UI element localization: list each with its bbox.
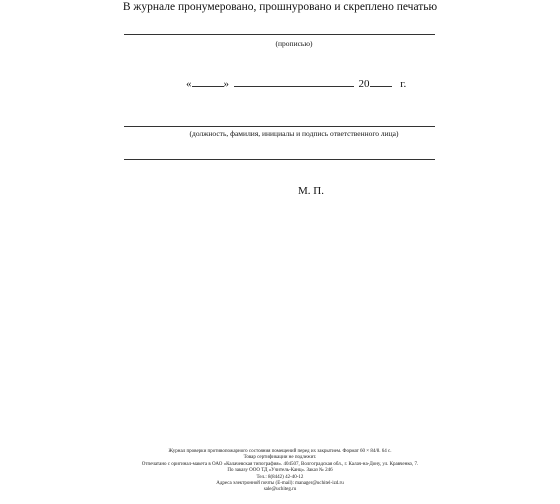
stamp-mark: М. П. bbox=[298, 185, 324, 197]
written-caption: (прописью) bbox=[275, 39, 313, 48]
colophon-line: Тел.: 8(8442) 42-40-12 bbox=[256, 474, 304, 480]
colophon-line: sale@uchiteg.ru bbox=[263, 487, 297, 493]
colophon-line: Товар сертификации не подлежит. bbox=[243, 455, 317, 461]
written-amount-line bbox=[124, 34, 435, 35]
year-suffix: г. bbox=[400, 78, 407, 90]
colophon-line: Отпечатано с оригинал-макета в ОАО «Калачевская типография». 404507, Волгоградская обл., г. Калач-на-Дону, ул. Кравченко, 7. bbox=[141, 461, 419, 467]
year-blank bbox=[370, 76, 392, 87]
page-heading: В журнале пронумеровано, прошнуровано и скреплено печатью bbox=[122, 1, 438, 13]
close-quote: » bbox=[223, 78, 229, 90]
colophon bbox=[0, 449, 560, 494]
day-blank bbox=[192, 76, 224, 87]
colophon-line: По заказу ООО ТД «Учитель-Канц». Заказ № 246 bbox=[227, 468, 333, 474]
extra-signature-line bbox=[124, 159, 435, 160]
date-line bbox=[186, 76, 406, 91]
signature-caption: (должность, фамилия, инициалы и подпись ответственного лица) bbox=[189, 129, 399, 138]
colophon-line: Адреса электронной почты (E-mail): manager@uchitel-izd.ru bbox=[216, 481, 344, 487]
month-blank bbox=[234, 76, 354, 87]
year-prefix: 20 bbox=[358, 78, 370, 90]
open-quote: « bbox=[186, 78, 192, 90]
colophon-line: Журнал проверки противопожарного состояния помещений перед их закрытием. Формат 60 × 84/8. 64 с. bbox=[168, 449, 392, 454]
signature-line bbox=[124, 126, 435, 127]
